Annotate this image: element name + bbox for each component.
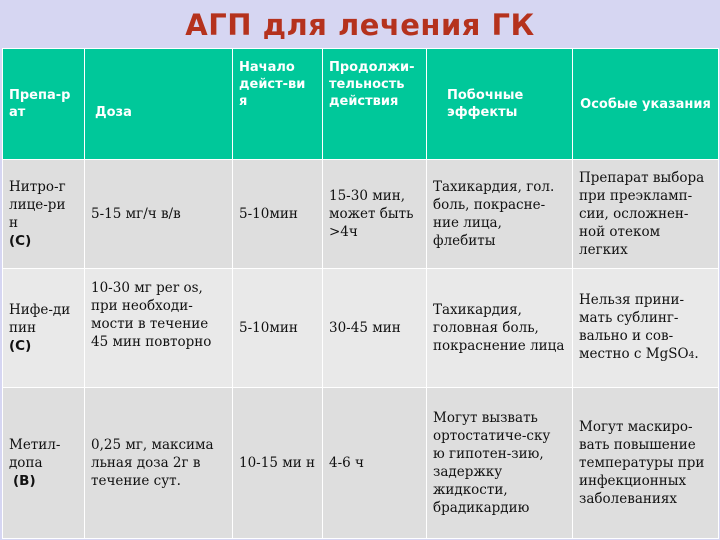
header-drug: Препа-р ат — [3, 49, 85, 160]
notes-cell: Препарат выбора при преэкламп-сии, осложнен-ной отеком легких — [573, 160, 719, 269]
drug-cell — [3, 269, 85, 388]
drug-group: (С) — [9, 233, 32, 249]
header-dose: Доза — [85, 49, 233, 160]
onset-cell: 5-10мин — [233, 269, 323, 388]
drug-name: Нифе-ди пин — [9, 302, 71, 336]
slide-title: АГП для лечения ГК — [185, 8, 535, 42]
duration-cell: 4-6 ч — [323, 388, 427, 539]
side-effects-cell: Могут вызвать ортостатиче-ску ю гипотен-зию, задержку жидкости, брадикардию — [427, 388, 573, 539]
header-duration: Продолжи-тельность действия — [323, 49, 427, 160]
duration-cell: 30-45 мин — [323, 269, 427, 388]
side-effects-cell: Тахикардия, гол. боль, покрасне-ние лица, флебиты — [427, 160, 573, 269]
table-row — [3, 269, 719, 388]
notes-end: . — [694, 346, 699, 362]
drug-cell — [3, 160, 85, 269]
drug-name: Нитро-г лице-ри н — [9, 179, 66, 231]
table-row — [3, 388, 719, 539]
header-side-effects: Побочные эффекты — [427, 49, 573, 160]
table-row — [3, 160, 719, 269]
table-header-row — [3, 49, 719, 160]
drug-group: (С) — [9, 338, 32, 354]
dose-cell: 10-30 мг per os, при необходи-мости в течение 45 мин повторно — [85, 269, 233, 388]
dose-cell: 0,25 мг, максима льная доза 2г в течение сут. — [85, 388, 233, 539]
notes-cell — [573, 269, 719, 388]
duration-cell: 15-30 мин, может быть >4ч — [323, 160, 427, 269]
onset-cell: 10-15 ми н — [233, 388, 323, 539]
drug-name: Метил-допа — [9, 437, 61, 471]
side-effects-cell: Тахикардия, головная боль, покраснение лица — [427, 269, 573, 388]
notes-cell: Могут маскиро-вать повышение температуры при инфекционных заболеваниях — [573, 388, 719, 539]
drug-cell — [3, 388, 85, 539]
header-onset: Начало дейст-ви я — [233, 49, 323, 160]
drug-group: (В) — [13, 473, 36, 489]
notes-text: Нельзя прини-мать сублинг-вально и сов-местно с MgSO — [579, 292, 689, 362]
onset-cell: 5-10мин — [233, 160, 323, 269]
notes-subscript: 4 — [688, 351, 695, 361]
dose-cell: 5-15 мг/ч в/в — [85, 160, 233, 269]
header-notes: Особые указания — [573, 49, 719, 160]
drug-table — [2, 48, 719, 539]
